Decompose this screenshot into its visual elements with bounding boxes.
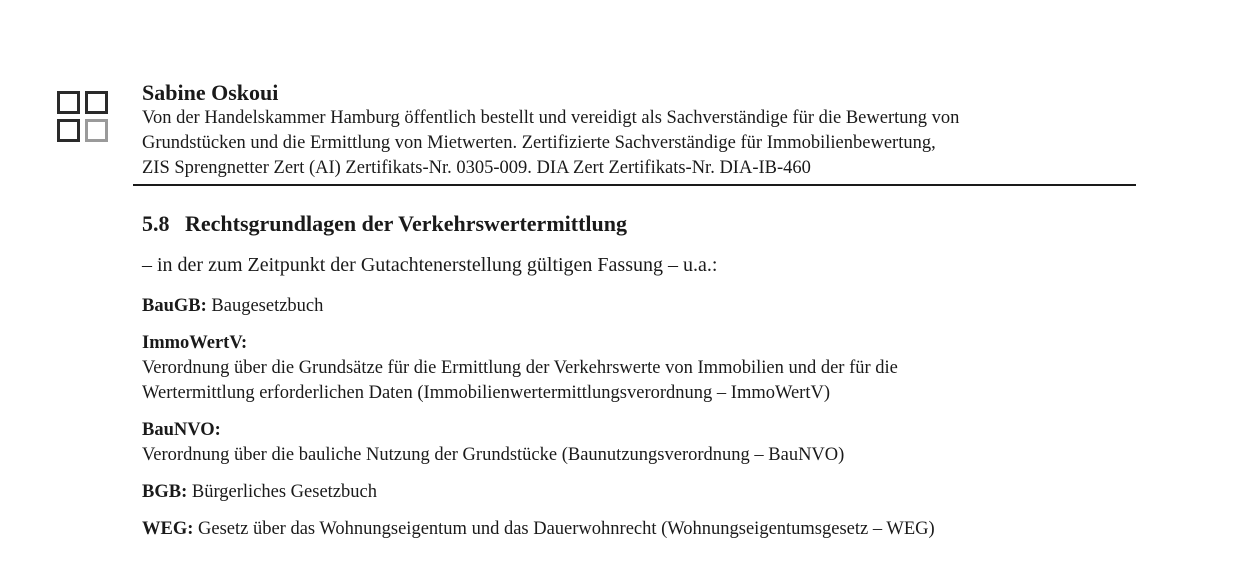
law-entry-bgb xyxy=(142,480,1142,505)
law-description-line-2: Wertermittlung erforderlichen Daten (Immobilienwertermittlungsverordnung – ImmoWertV) xyxy=(142,383,830,403)
credentials-line-2: Grundstücken und die Ermittlung von Mietwerten. Zertifizierte Sachverständige für Immobilienbewertung, xyxy=(142,133,936,153)
header-divider xyxy=(133,184,1136,186)
law-abbreviation: BGB: xyxy=(142,482,188,502)
law-description-line-1: Verordnung über die bauliche Nutzung der Grundstücke (Baunutzungsverordnung – BauNVO) xyxy=(142,445,845,465)
law-abbreviation: ImmoWertV: xyxy=(142,333,248,353)
law-entry-baunvo xyxy=(142,418,1142,468)
law-entry-weg xyxy=(142,517,1142,542)
expert-name: Sabine Oskoui xyxy=(142,80,279,105)
credentials-line-3: ZIS Sprengnetter Zert (AI) Zertifikats-Nr. 0305-009. DIA Zert Zertifikats-Nr. DIA-IB-460 xyxy=(142,158,811,178)
law-abbreviation: BauNVO: xyxy=(142,420,221,440)
document-body xyxy=(142,209,1142,554)
section-intro: – in der zum Zeitpunkt der Gutachtenerstellung gültigen Fassung – u.a.: xyxy=(142,254,718,276)
law-description: Baugesetzbuch xyxy=(211,296,324,316)
law-description: Gesetz über das Wohnungseigentum und das Dauerwohnrecht (Wohnungseigentumsgesetz – WEG) xyxy=(198,519,935,539)
law-abbreviation: BauGB: xyxy=(142,296,207,316)
four-squares-logo-icon xyxy=(57,91,109,143)
letterhead xyxy=(142,80,1132,181)
law-abbreviation: WEG: xyxy=(142,519,194,539)
section-title-text: Rechtsgrundlagen der Verkehrswertermittlung xyxy=(185,211,627,236)
law-entry-immowertv xyxy=(142,331,1142,406)
section-number: 5.8 xyxy=(142,211,170,236)
section-heading xyxy=(142,209,1142,239)
credentials-line-1: Von der Handelskammer Hamburg öffentlich bestellt und vereidigt als Sachverständige für die Bewertung von xyxy=(142,108,960,128)
law-entry-baugb xyxy=(142,294,1142,319)
law-description: Bürgerliches Gesetzbuch xyxy=(191,482,377,502)
law-description-line-1: Verordnung über die Grundsätze für die Ermittlung der Verkehrswerte von Immobilien und der für die xyxy=(142,358,898,378)
